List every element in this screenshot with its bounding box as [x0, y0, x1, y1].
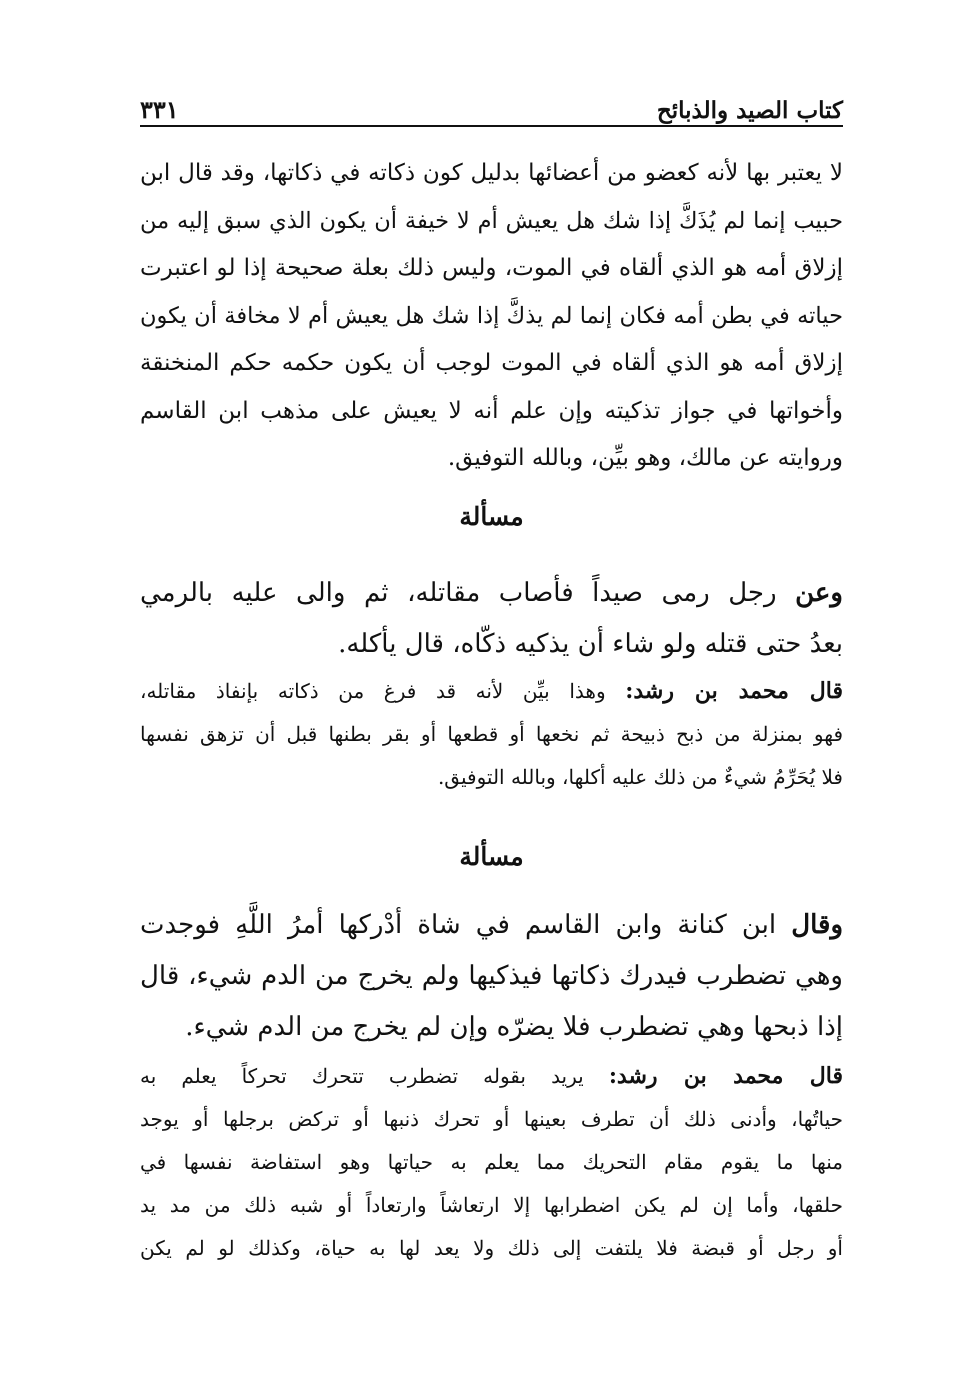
speaker-label: قال محمد بن رشد: — [625, 678, 843, 704]
lead-word: وعن — [795, 578, 843, 608]
section-heading: مسألة — [459, 502, 524, 531]
text-line: وأخواتها في جواز تذكيته وإن علم أنه لا يعيش على مذهب ابن القاسم — [140, 397, 843, 424]
commentary-paragraph — [140, 1055, 843, 1270]
text-line: إزلاق أمه هو الذي ألقاه في الموت لوجب أن يكون حكمه حكم المنخنقة — [140, 350, 843, 376]
text-line: وهي تضطرب فيدرك ذكاتها فيذكيها ولم يخرج من الدم شيء، قال — [140, 961, 843, 991]
text-run: رجل رمى صيداً فأصاب مقاتله، ثم والى عليه بالرمي — [140, 578, 796, 608]
text-line: فلا يُحَرِّمُ شيءٌ من ذلك عليه أكلها، وبالله التوفيق. — [437, 765, 843, 789]
page-header — [140, 84, 843, 122]
text-line: أو رجل أو قبضة فلا يلتفت إلى ذلك ولا يعد لها به حياة، وكذلك لو لم يكن — [140, 1236, 843, 1260]
page-number: ٣٣١ — [140, 95, 179, 124]
text-line — [140, 900, 843, 951]
lead-word: وقال — [791, 910, 843, 940]
text-line: وروايته عن مالك، وهو بيِّن، وبالله التوفيق. — [447, 445, 843, 471]
running-title: كتاب الصيد والذبائح — [656, 97, 843, 124]
text-line: حبيب إنما لم يُذَكَّ إذا شك هل يعيش أم لا خيفة أن يكون الذي سبق إليه من — [140, 207, 843, 234]
text-line: لا يعتبر بها لأنه كعضو من أعضائها بدليل كون ذكاته في ذكاتها، وقد قال ابن — [140, 160, 843, 186]
section-heading: مسألة — [459, 842, 524, 871]
text-line: إزلاق أمه هو الذي ألقاه في الموت، وليس ذلك بعلة صحيحة إذا لو اعتبرت — [140, 255, 843, 281]
text-line: حلقها، وأما إن لم يكن اضطرابها إلا ارتعاشاً وارتعاداً أو شبه ذلك من مد يد — [140, 1193, 843, 1217]
text-line: حياتُها، وأدنى ذلك أن تطرف بعينها أو تحرك ذنبها أو تركض برجلها أو يوجد — [140, 1107, 843, 1131]
text-line — [140, 568, 843, 619]
text-line: بعدُ حتى قتله ولو شاء أن يذكيه ذكّاه، قال يأكله. — [338, 629, 843, 659]
text-line: حياته في بطن أمه فكان إنما لم يذكَّ إذا شك هل يعيش أم لا مخافة أن يكون — [140, 302, 843, 329]
speaker-label: قال محمد بن رشد: — [608, 1063, 843, 1089]
text-line: فهو بمنزلة من ذبح ذبيحة ثم نخعها أو قطعها أو بقر بطنها قبل أن تزهق نفسها — [140, 722, 843, 746]
text-line — [140, 1055, 843, 1098]
question-paragraph — [140, 568, 843, 670]
text-line — [140, 670, 843, 713]
text-run: يريد بقوله تضطرب تتحرك تحركاً يعلم به — [140, 1064, 609, 1088]
paragraph-continued — [140, 150, 843, 483]
text-line: منها ما يقوم مقام التحريك مما يعلم به حياتها وهو استفاضة نفسها في — [140, 1150, 843, 1174]
question-paragraph — [140, 900, 843, 1053]
text-line: إذا ذبحها وهي تضطرب فلا يضرّه وإن لم يخرج من الدم شيء. — [185, 1012, 843, 1042]
commentary-paragraph — [140, 670, 843, 799]
text-run: وهذا بيِّن لأنه قد فرغ من ذكاته بإنفاذ مقاتله، — [140, 679, 626, 703]
text-run: ابن كنانة وابن القاسم في شاة أدْركها أمرُ اللَّهِ فوجدت — [140, 910, 792, 940]
header-rule — [140, 125, 843, 127]
